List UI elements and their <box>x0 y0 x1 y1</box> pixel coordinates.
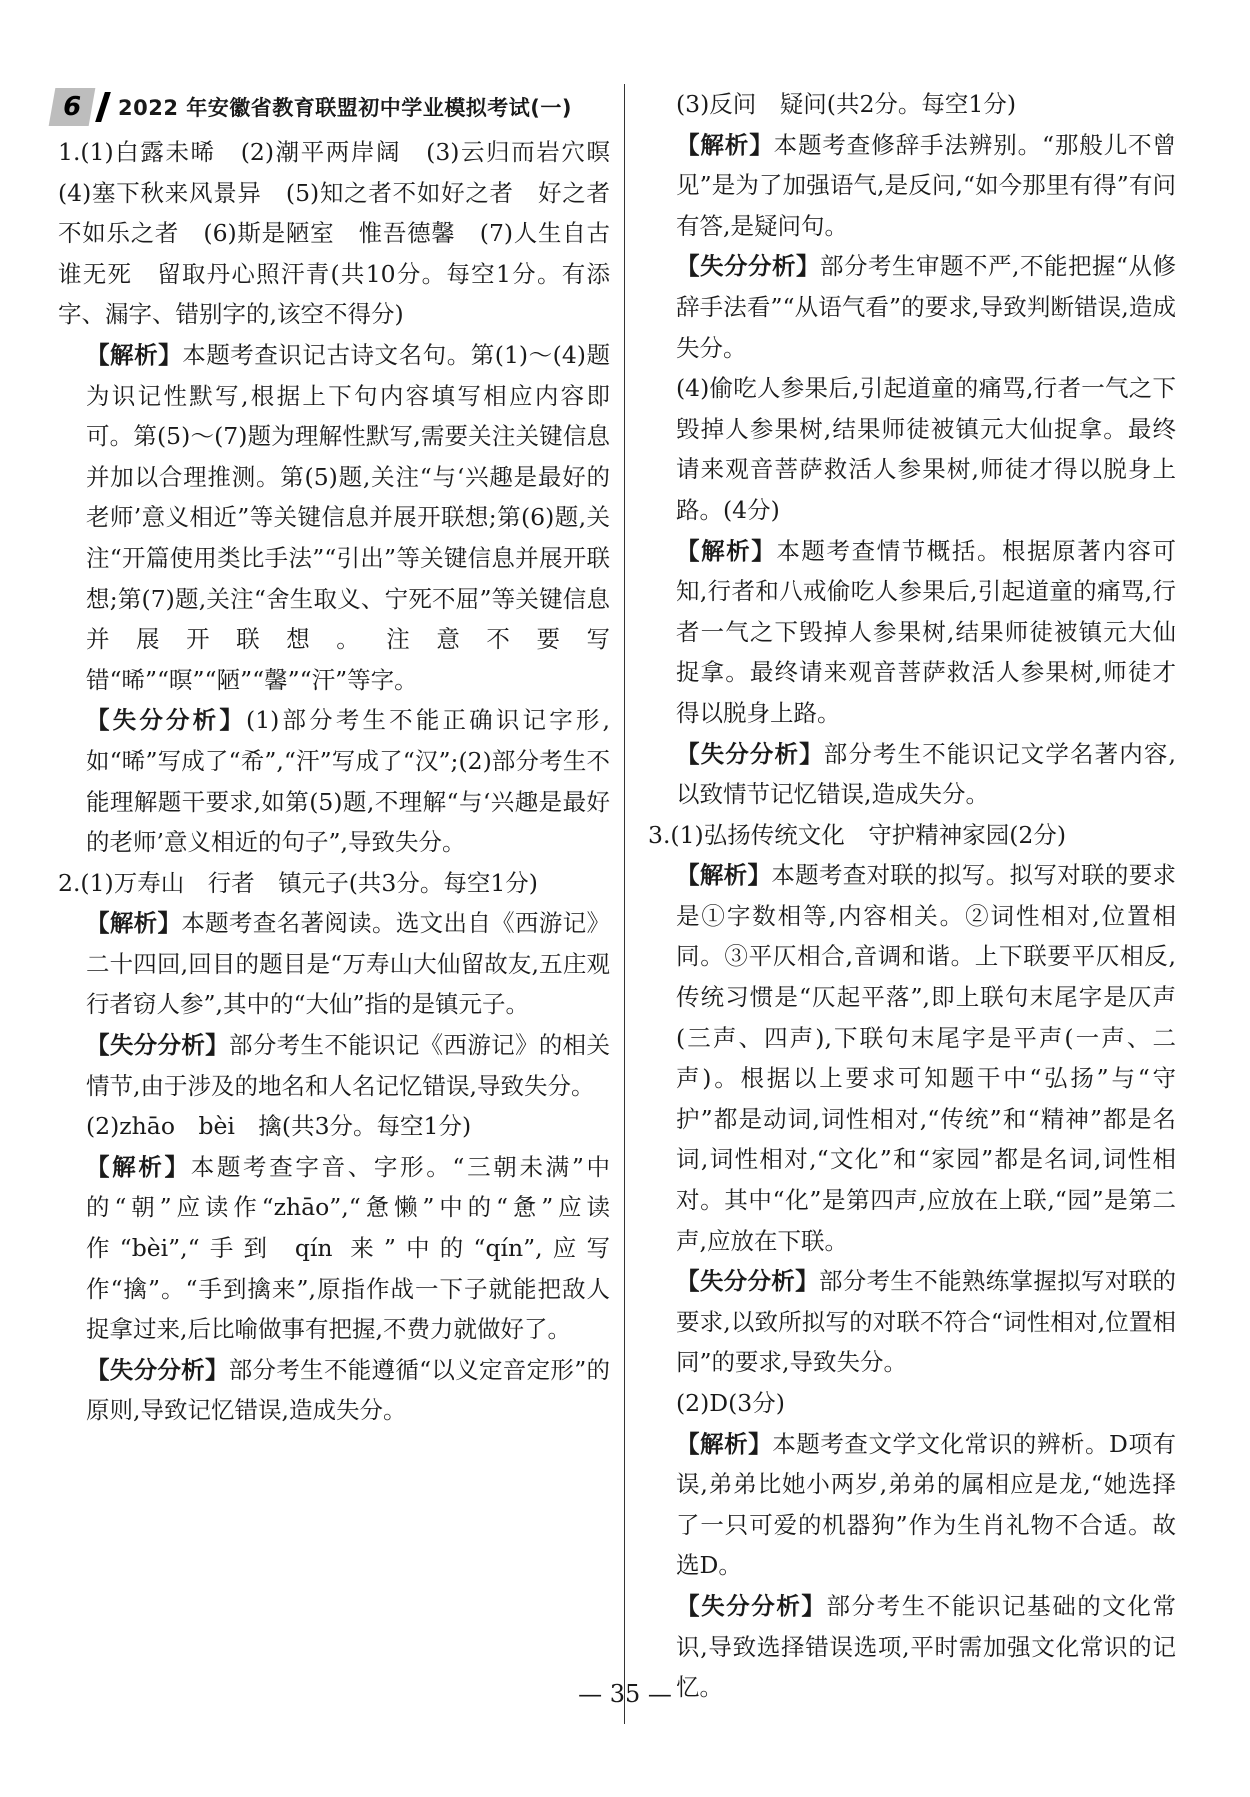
analysis-tag: 【失分分析】 <box>86 1031 229 1060</box>
paragraph-text: 本题考查名著阅读。选文出自《西游记》二十四回,回目的题目是“万寿山大仙留故友,五庄观行者窃人参”,其中的“大仙”指的是镇元子。 <box>86 909 611 1019</box>
analysis-paragraph <box>648 246 1176 368</box>
analysis-tag: 【解析】 <box>86 340 183 369</box>
analysis-paragraph <box>58 335 610 700</box>
paragraph-text: 本题考查修辞手法辨别。“那般儿不曾见”是为了加强语气,是反问,“如今那里有得”有问有答,是疑问句。 <box>676 130 1177 240</box>
paragraph-text: 部分考生不能识记《西游记》的相关情节,由于涉及的地名和人名记忆错误,导致失分。 <box>86 1031 610 1100</box>
analysis-paragraph <box>648 855 1176 1261</box>
analysis-tag: 【解析】 <box>676 1429 773 1458</box>
section-number: 6 <box>49 88 96 126</box>
analysis-paragraph <box>58 700 610 862</box>
page-number: — 35 — <box>578 1680 672 1708</box>
paragraph-text: 部分考生不能识记文学名著内容,以致情节记忆错误,造成失分。 <box>676 739 1176 809</box>
answer-item <box>58 132 634 335</box>
paragraph-text: (2)D(3分) <box>676 1389 785 1417</box>
left-column <box>58 84 634 1431</box>
answer-item <box>648 84 1176 125</box>
paragraph-text: (4)偷吃人参果后,引起道童的痛骂,行者一气之下毁掉人参果树,结果师徒被镇元大仙捉拿。最终请来观音菩萨救活人参果树,师徒才得以脱身上路。(4分) <box>676 374 1176 524</box>
analysis-paragraph <box>648 1424 1176 1586</box>
analysis-paragraph <box>648 734 1176 815</box>
paragraph-text: 部分考生不能遵循“以义定音定形”的原则,导致记忆错误,造成失分。 <box>86 1355 610 1425</box>
analysis-tag: 【失分分析】 <box>676 252 821 281</box>
analysis-tag: 【失分分析】 <box>86 1355 229 1384</box>
answer-item <box>648 815 1176 856</box>
right-column <box>648 84 1176 1708</box>
paragraph-text: 本题考查文学文化常识的辨析。D项有误,弟弟比她小两岁,弟弟的属相应是龙,“她选择了一只可爱的机器狗”作为生肖礼物不合适。故选D。 <box>676 1429 1177 1580</box>
analysis-tag: 【解析】 <box>676 861 772 890</box>
answer-item <box>648 1383 1176 1424</box>
analysis-paragraph <box>648 531 1176 734</box>
paragraph-text: 3.(1)弘扬传统文化 守护精神家园(2分) <box>648 820 1066 849</box>
paragraph-text: (3)反问 疑问(共2分。每空1分) <box>676 90 1017 118</box>
analysis-tag: 【失分分析】 <box>86 706 247 735</box>
analysis-tag: 【失分分析】 <box>676 1267 819 1296</box>
paragraph-text: (1)部分考生不能正确识记字形,如“晞”写成了“希”,“汗”写成了“汉”;(2)部分考生不能理解题干要求,如第(5)题,不理解“与‘兴趣是最好的老师’意义相近的句子”,导致失分。 <box>86 706 611 857</box>
paragraph-text: 本题考查字音、字形。“三朝未满”中的“朝”应读作“zhāo”,“惫懒”中的“惫”应读作“bèi”,“手到 qín 来”中的“qín”,应写作“擒”。“手到擒来”,原指作战一下子就能把敌人捉拿过来,后比喻做事有把握,不费力就做好了。 <box>86 1152 611 1344</box>
section-title: 2022 年安徽省教育联盟初中学业模拟考试(一) <box>118 96 572 120</box>
analysis-paragraph <box>648 1261 1176 1383</box>
column-divider <box>624 84 625 1724</box>
paragraph-text: 部分考生不能识记基础的文化常识,导致选择错误选项,平时需加强文化常识的记忆。 <box>676 1591 1177 1702</box>
analysis-tag: 【解析】 <box>86 909 182 938</box>
analysis-paragraph <box>58 1350 610 1431</box>
paragraph-text: 2.(1)万寿山 行者 镇元子(共3分。每空1分) <box>58 868 538 897</box>
analysis-tag: 【解析】 <box>676 536 777 565</box>
paragraph-text: 本题考查情节概括。根据原著内容可知,行者和八戒偷吃人参果后,引起道童的痛骂,行者一气之下毁掉人参果树,结果师徒被镇元大仙捉拿。最终请来观音菩萨救活人参果树,师徒才得以脱身上路。 <box>676 536 1177 727</box>
analysis-paragraph <box>58 1025 610 1106</box>
paragraph-text: 本题考查对联的拟写。拟写对联的要求是①字数相等,内容相关。②词性相对,位置相同。③平仄相合,音调和谐。上下联要平仄相反,传统习惯是“仄起平落”,即上联句末尾字是仄声(三声、四声),下联句末尾字是平声(一声、二声)。根据以上要求可知题干中“弘扬”与“守护”都是动词,词性相对,“传统”和“精神”都是名词,词性相对,“文化”和“家园”都是名词,词性相对。其中“化”是第四声,应放在上联,“园”是第二声,应放在下联。 <box>676 861 1177 1255</box>
paragraph-text: 本题考查识记古诗文名句。第(1)～(4)题为识记性默写,根据上下句内容填写相应内容即可。第(5)～(7)题为理解性默写,需要关注关键信息并加以合理推测。第(5)题,关注“与‘兴趣是最好的老师’意义相近”等关键信息并展开联想;第(6)题,关注“开篇使用类比手法”“引出”等关键信息并展开联想;第(7)题,关注“舍生取义、宁死不屈”等关键信息并展开联想。注意不要写错“晞”“暝”“陋”“馨”“汗”等字。 <box>86 340 611 694</box>
answer-item <box>648 368 1176 530</box>
paragraph-text: 部分考生审题不严,不能把握“从修辞手法看”“从语气看”的要求,导致判断错误,造成失分。 <box>676 252 1177 362</box>
analysis-paragraph <box>648 125 1176 247</box>
analysis-paragraph <box>58 1147 610 1350</box>
answer-item <box>58 1106 610 1147</box>
paragraph-text: 1.(1)白露未晞 (2)潮平两岸阔 (3)云归而岩穴暝 (4)塞下秋来风景异 (5)知之者不如好之者 好之者不如乐之者 (6)斯是陋室 惟吾德馨 (7)人生自古谁无死 留取丹心照汗青(共10分。每空1分。有添字、漏字、错别字的,该空不得分) <box>58 138 634 329</box>
paragraph-text: 部分考生不能熟练掌握拟写对联的要求,以致所拟写的对联不符合“词性相对,位置相同”的要求,导致失分。 <box>676 1267 1177 1377</box>
analysis-tag: 【解析】 <box>86 1152 191 1181</box>
analysis-tag: 【解析】 <box>676 130 774 159</box>
paragraph-text: (2)zhāo bèi 擒(共3分。每空1分) <box>86 1112 472 1141</box>
analysis-tag: 【失分分析】 <box>676 1591 827 1620</box>
analysis-tag: 【失分分析】 <box>676 739 824 768</box>
analysis-paragraph <box>58 903 610 1025</box>
answer-item <box>58 863 610 904</box>
